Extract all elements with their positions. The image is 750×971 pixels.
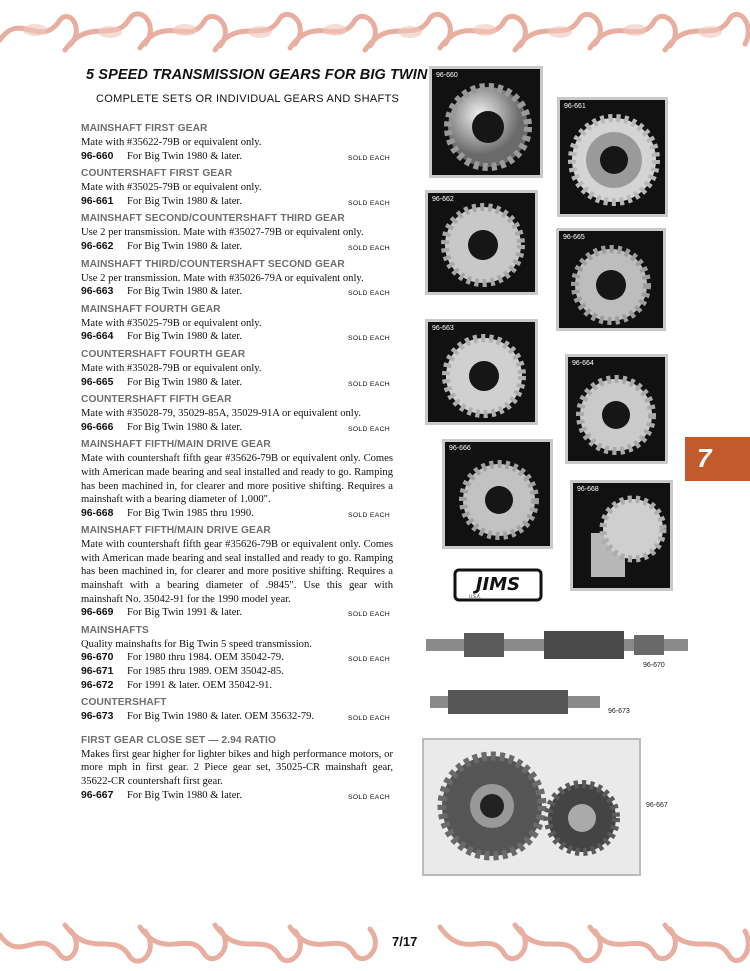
part-text: For 1991 & later. OEM 35042-91. [127, 679, 273, 691]
part-number: 96-672 [81, 679, 114, 691]
page-number: 7/17 [392, 934, 418, 949]
part-text: For Big Twin 1980 & later. [127, 331, 243, 343]
product-entry [81, 348, 393, 389]
photo-label: 96-666 [449, 445, 471, 452]
product-entry [81, 258, 393, 299]
product-description: Mate with #35025-79B or equivalent only. [81, 317, 262, 329]
product-entry [81, 167, 393, 208]
product-heading: MAINSHAFT SECOND/COUNTERSHAFT THIRD GEAR [81, 213, 345, 225]
sold-each-label: SOLD EACH [348, 244, 390, 252]
part-text: For Big Twin 1980 & later. [127, 421, 243, 433]
part-number: 96-661 [81, 195, 114, 207]
product-description: Mate with #35028-79, 35029-85A, 35029-91A or equivalent only. [81, 408, 362, 420]
gear-photo-96-661 [557, 97, 668, 217]
gear-photo-96-668 [570, 480, 673, 591]
product-heading: MAINSHAFTS [81, 624, 149, 636]
sold-each-label: SOLD EACH [348, 425, 390, 433]
part-line [81, 330, 393, 344]
bottom-flame-border [0, 915, 750, 971]
part-text: For Big Twin 1980 & later. [127, 195, 243, 207]
page-subtitle: COMPLETE SETS OR INDIVIDUAL GEARS AND SHAFTS [96, 93, 400, 105]
part-number: 96-665 [81, 376, 114, 388]
sold-each-label: SOLD EACH [348, 335, 390, 343]
photo-label: 96-673 [608, 708, 630, 715]
part-line [81, 285, 393, 299]
product-heading: MAINSHAFT THIRD/COUNTERSHAFT SECOND GEAR [81, 258, 345, 270]
svg-text:U.S.A.: U.S.A. [469, 594, 481, 599]
product-heading: COUNTERSHAFT FIRST GEAR [81, 168, 233, 180]
gear-photo-96-660 [429, 66, 543, 178]
part-text: For Big Twin 1980 & later. [127, 789, 243, 801]
part-number: 96-669 [81, 607, 114, 619]
photo-label: 96-670 [643, 662, 665, 669]
gear-photo-96-663 [425, 319, 538, 425]
part-text: For 1980 thru 1984. OEM 35042-79. [127, 652, 284, 664]
part-number: 96-660 [81, 150, 114, 162]
gear-photo-96-662 [425, 190, 538, 295]
part-number: 96-666 [81, 421, 114, 433]
product-description: Mate with #35028-79B or equivalent only. [81, 362, 262, 374]
product-description: Mate with #35025-79B or equivalent only. [81, 182, 262, 194]
product-entry [81, 303, 393, 344]
page-title: 5 SPEED TRANSMISSION GEARS FOR BIG TWIN [86, 67, 428, 83]
photo-label: 96-664 [572, 360, 594, 367]
product-entry [81, 438, 393, 520]
product-entry [81, 393, 393, 434]
jims-logo [453, 568, 543, 602]
part-number: 96-663 [81, 286, 114, 298]
gear-set-photo-96-667 [422, 738, 641, 876]
gear-image [445, 442, 550, 546]
sold-each-label: SOLD EACH [348, 199, 390, 207]
gear-photo-96-665 [556, 228, 666, 331]
part-line [81, 789, 393, 803]
product-heading: COUNTERSHAFT FOURTH GEAR [81, 348, 246, 360]
gear-image [568, 357, 665, 461]
countershaft-image [428, 688, 603, 716]
part-number: 96-673 [81, 711, 114, 723]
part-line [81, 421, 393, 435]
product-description: Use 2 per transmission. Mate with #35026-79A or equivalent only. [81, 272, 364, 284]
product-heading: COUNTERSHAFT FIFTH GEAR [81, 394, 232, 406]
part-line [81, 507, 393, 521]
product-entry [81, 696, 393, 724]
product-list [81, 122, 393, 806]
part-text: For Big Twin 1985 thru 1990. [127, 507, 254, 519]
product-entry [81, 122, 393, 163]
product-description: Makes first gear higher for lighter bikes and high performance motors, or more mph in first gear. 2 Piece gear set, 35025-CR mainshaft gear, 35622-CR countershaft first gear. [81, 748, 393, 787]
gear-image [424, 740, 639, 874]
product-description: Quality mainshafts for Big Twin 5 speed transmission. [81, 638, 312, 650]
part-line [81, 376, 393, 390]
sold-each-label: SOLD EACH [348, 154, 390, 162]
part-text: For Big Twin 1980 & later. [127, 240, 243, 252]
part-text: For 1985 thru 1989. OEM 35042-85. [127, 666, 284, 678]
part-line [81, 710, 393, 724]
svg-text:JIMS: JIMS [475, 574, 521, 595]
part-number: 96-662 [81, 240, 114, 252]
sold-each-label: SOLD EACH [348, 656, 390, 664]
sold-each-label: SOLD EACH [348, 611, 390, 619]
gear-image [428, 322, 535, 422]
part-text: For Big Twin 1980 & later. [127, 376, 243, 388]
product-entry [81, 212, 393, 253]
part-number: 96-668 [81, 507, 114, 519]
part-line [81, 665, 393, 679]
part-line [81, 679, 393, 693]
photo-label: 96-660 [436, 72, 458, 79]
product-heading: MAINSHAFT FIFTH/MAIN DRIVE GEAR [81, 439, 271, 451]
part-line [81, 651, 393, 665]
part-line [81, 150, 393, 164]
part-number: 96-667 [81, 789, 114, 801]
part-line [81, 606, 393, 620]
part-line [81, 195, 393, 209]
product-entry [81, 524, 393, 620]
product-description: Mate with #35622-79B or equivalent only. [81, 137, 262, 148]
sold-each-label: SOLD EACH [348, 290, 390, 298]
product-heading: MAINSHAFT FIFTH/MAIN DRIVE GEAR [81, 525, 271, 537]
part-line [81, 240, 393, 254]
photo-label: 96-662 [432, 196, 454, 203]
photo-label: 96-661 [564, 103, 586, 110]
gear-photo-96-666 [442, 439, 553, 549]
product-description: Mate with countershaft fifth gear #35626-79B or equivalent only. Comes with American made bearing and seal installed and ready to go. Ramping has been machined in, for clearer and more positive shifting. Requires a mainshaft with a bearing diameter of 1.000". [81, 453, 393, 506]
product-heading: MAINSHAFT FOURTH GEAR [81, 303, 221, 315]
part-number: 96-664 [81, 331, 114, 343]
top-flame-border [0, 0, 750, 60]
part-text: For Big Twin 1980 & later. OEM 35632-79. [127, 711, 315, 723]
gear-image [573, 483, 670, 588]
gear-image [432, 69, 540, 175]
sold-each-label: SOLD EACH [348, 380, 390, 388]
section-tab [685, 437, 750, 481]
mainshaft-image [424, 625, 694, 665]
gear-image [428, 193, 535, 292]
part-number: 96-671 [81, 666, 114, 678]
product-heading: COUNTERSHAFT [81, 697, 167, 709]
sold-each-label: SOLD EACH [348, 511, 390, 519]
photo-label: 96-667 [646, 802, 668, 809]
photo-label: 96-663 [432, 325, 454, 332]
gear-image [559, 231, 663, 328]
sold-each-label: SOLD EACH [348, 793, 390, 801]
section-number: 7 [697, 443, 712, 473]
sold-each-label: SOLD EACH [348, 715, 390, 723]
product-description: Use 2 per transmission. Mate with #35027-79B or equivalent only. [81, 227, 364, 239]
part-text: For Big Twin 1980 & later. [127, 150, 243, 162]
gear-photo-96-664 [565, 354, 668, 464]
gear-image [560, 100, 665, 214]
product-entry [81, 624, 393, 692]
product-description: Mate with countershaft fifth gear #35626-79B or equivalent only. Comes with American made bearing and seal installed and ready to go. Ramping has been machined in, for clearer and more positive shifting. Requires a mainshaft with a bearing diameter of .9845". Use this gear with mainshaft No. 35042-91 for the 1990 model year. [81, 539, 393, 605]
product-entry [81, 734, 393, 802]
product-heading: MAINSHAFT FIRST GEAR [81, 123, 208, 134]
part-text: For Big Twin 1991 & later. [127, 607, 243, 619]
part-number: 96-670 [81, 652, 114, 664]
product-heading: FIRST GEAR CLOSE SET — 2.94 RATIO [81, 734, 277, 746]
photo-label: 96-665 [563, 234, 585, 241]
part-text: For Big Twin 1980 & later. [127, 286, 243, 298]
photo-label: 96-668 [577, 486, 599, 493]
